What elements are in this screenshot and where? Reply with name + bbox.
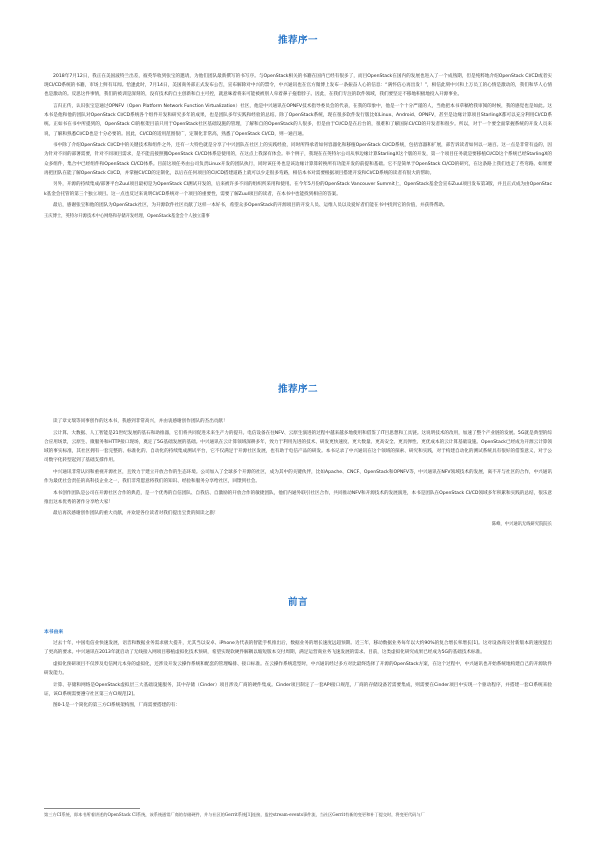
foreword-title: 前言: [287, 597, 308, 608]
foreword: [44, 594, 552, 713]
foreword-paragraph: 计算、存储和网络是OpenStack虚拟层三大基础设施服务，其中存储（Cinder）项目涉及广商的硬件集成。Cinder项目制定了一套API接口规范，厂商的存储设备若需要集成，则需要在Cinder项目中实现一个驱动程序，并搭建一套CI系统来验证，该CI系统需要遵守社区第三方CI规范[2]。: [44, 682, 552, 697]
preface-two-paragraph: 最后再次感谢创作团队的重大贡献，并欢迎各位读者对我们提出宝贵的阅读之旅！: [53, 511, 219, 517]
preface-two-paragraph: 中兴通讯非常认同和重视开源社区，且致力于建立开放合作的生态环境。公司加入了全球多个开源的社区，成为其中的关键伙伴，比如Apache、CNCF、OpenStack和OPNFV等，中兴通讯在NFV领域技术的发展，离不开与社区的合作，中兴通讯作为最优社会责任的高科技企业之一，我们非常愿意将我们的知识、经验和服务分享给社区，回馈到社会。: [44, 469, 552, 484]
preface-two-title: 推荐序二: [277, 384, 318, 395]
preface-one-title: 推荐序一: [277, 35, 318, 46]
footnote: 第三方CI系统，即本书所着讲述的OpenStack CI系统，该系统通常厂商的存储硬件，并与社区的Gerrit系统[1]连接，监控stream-events事件流，当社区Gerrit有新的变更和补丁提交时，将变更代码与厂: [44, 812, 425, 817]
foreword-paragraph: 虚拟化预研项目不仅涉及电信网元本身的虚拟化，还涉及开发云操作系统和配套的管理编排、接口标准。在云操作系统选型时，中兴通讯经过多方对比最终选择了开源的OpenStack方案，在这个过程中，中兴通讯也开始系统地构建自己的开源软件研发能力。: [44, 661, 552, 676]
preface-one-paragraph: 另外，开源的持续集成/部署平台Zuul项目最初是为OpenStack CI测试开发的，后来被许多不同的组织所采用和使用。在今年5月份的OpenStack Vancouver Summit上，OpenStack基金会宣布Zuul项目发布第3版，并且正式成为由OpenStack基金会托管的第三个独立项目。这一点也反过来说明CI/CD系统对一个项目的重要性，需要了解Zuul项目的读者，在本书中也能找到相应的答案。: [44, 182, 552, 197]
preface-two-paragraph: 读了章文瑞等同事创作的这本书，我感到非常高兴，并由衷感谢创作团队的杰出贡献！: [53, 419, 228, 424]
preface-two-paragraph: 云计算、大数据、人工智能是21世纪发展的基石和助推器，它们将共同促进未来生产力的提升。电信设备在往NFV、云原生演进的过程中越来越多地使用和借鉴了IT目思想和工具链。这说明技术的改用，加速了整个产业链的发展。5G就是典型的综合应用场景，云原生、微服务和HTTP接口现场，奠定了5G基础发展的基础。中兴通讯在云计算领域深耕多年，致力于利用先进的技术、研发更快速度、更大数量、更高安全、更具弹性、更优成本的云计算基础设施。OpenStack已经成为开源云计算领域的事实标准，其社区拥有一套完整的、标准化的、自动化的持续集成测试平台，它不仅满足于开源社区发展，也有助于电信产品的研发。本书记录了中兴通讯在这个领域的探索、研究和实践，对于构建自动化的测试系统具有很好的借鉴意义，对于公司数字化转型起到了基础支撑作用。: [44, 430, 552, 464]
preface-one-paragraph: 最后，感谢张宝和他的团队为OpenStack社区，为开源软件社区贡献了这样一本好书，希望众多OpenStack的开源项目的开发人员、运维人员以及爱好者们能在书中找到它的价值，并获得帮助。: [53, 203, 448, 209]
foreword-subheading: 本书由来: [44, 630, 64, 635]
preface-two-signature: 陈峰，中兴通讯无线研究院院长: [491, 521, 552, 527]
footnote-divider: [44, 808, 140, 809]
preface-one: [44, 32, 552, 221]
preface-one-paragraph: 书中除了介绍OpenStack CI/CD中的关键技术和组件之外，还有一大特色就是分享了中兴团队在社区上的实践经验，同时所得承者如何容器化和移植OpenStack CI/CD系统，包括容器和扩展，部告诉读者如何以一通百。这一点是非常有益的，因为针对不同的部署需要，针对不同项目需求，是不能直接照搬OpenStack CI/CD体系是使用的，在这点上我深有体会。举个例子，我现在在英特尔公司从事边缘计算StarlingX这个版的开发，第一个项目任务就是要移植CI/CD这个系统已经StarlingX的众多组件，集合中已经组件和OpenStack CI/CD体系。目前这项任务由公司负责Linux开发的团队执行，同时该任务也是该边缘计算算转换所有功能开发的前提和基础。它不是简单于OpenStack CI/CD的研究，在这条路上我们也走了些弯路。如果要再把团队在能了解OpenStack CI/CD，并掌握CI/CD的定制化，以后在任何项目的CI/CD搭建道路上就可以少走很多弯路，相信本书对需要根据项目搭建开发和CI/CD系统的读者有很大的帮助。: [44, 143, 552, 176]
preface-two-paragraph: 本书创作团队是公司在开源社区合作的典范，是一个优秀的自信团队、自我信、自激励的开放合作的敏捷团队，他们内通外联引社区合作，共同推动NFV和开源技术的发展演进，本书是团队在OpenStack CI/CD领域多年积累和实践的总结，很乐意推出这本优秀的著作分享给大家！: [44, 490, 552, 505]
preface-two: [44, 381, 552, 529]
preface-one-signature: 王庆博士，英特尔开源技术中心网络和存储开发经理，OpenStack基金会个人独立董事: [44, 213, 210, 219]
preface-one-paragraph: 2018年7月12日，我正在美国波特兰出差，彼英华收到张宝的邀请，为他们团队最新撰写的书写序。与OpenStack相关的书籍在国内已经有很多了，而目OpenStack在国内的发展也进入了一个成熟期，但是纯粹地介绍OpenStack CI/CD或者实现CI/CD系统的书籍，市场上鲜有耳闻。恰逢此时，7月14日，美国商务部正式发布公告，宣布解除对中兴的禁令，中兴通讯也在官方微博上发布一条振奋人心的信息：“满怀信心再出发！”，相信此刻中兴和上万员工的心情是激动的，我们和华人心情也是激动的。反思这件事情，我们的被训是深刻的，没有技术的自主创新和自主可控，就意味着将来可能被被别人牵着鼻子拖着脖子。因此，在我们专注的软件领域，我们要坚定不移地积极地投入开源事业。: [44, 74, 552, 98]
foreword-paragraph: 过去十年，中国电信业快速发展，语音和数据业务需求极大提升，尤其当以安卓、iPhone为代表的智能手机推出后，数据业务的增长速度远超预期。近三年，移动数据业务每年以大约90%的复合增长率增长[1]。这对设备商交付新版本的速度提出了更高的要求。中兴通讯在2013年就启动了无线接入网项目移植虚拟化技术预研，希望实现软硬件解耦以缩短版本交付周期，满足运营商业务飞速发展的需求。目前，这类虚拟化研究成果已经成为5G的基础技术标准。: [44, 641, 552, 656]
preface-one-paragraph: 言归正传，认识张宝是通过OPNFV（Open Platform Network Function Virtualization）社区，他是中兴通讯在OPNFV技术指导委员会的代表，在我的印象中，他是一个十分严谨的人，当他把本书草稿给我审阅的时候，我的感觉也是如此。这本书是他和他的团队对OpenStack CI/CD系统各个组件开发和研究多年的成果，也是团队多年实践和经验的总结。除了OpenStack系统，现在很多软件发行版比如Linux、Android、OPNFV，甚至是边缘计算项目StarlingX都可以充分利用CI/CD系统。正如书在书中所提到的，OpenStack CI的框架目前只用于OpenStack社区基础设施的管理，了解和自的OpenStack的人很多，但是由于CI/CD是在后台的，很难和了解国际CI/CD的开发者和很少。所以，对于一个要全面掌握系统的开发人员来说，了解和熟悉CI/CD也是十分必要的。因此，CI/CD的适用范围很广，定制化非常高，熟悉了OpenStack CI/CD，则一通百通。: [44, 104, 552, 137]
foreword-paragraph: 图0-1是一个简化的第三方CI系统架构图，厂商需要搭建的有：: [53, 703, 180, 709]
